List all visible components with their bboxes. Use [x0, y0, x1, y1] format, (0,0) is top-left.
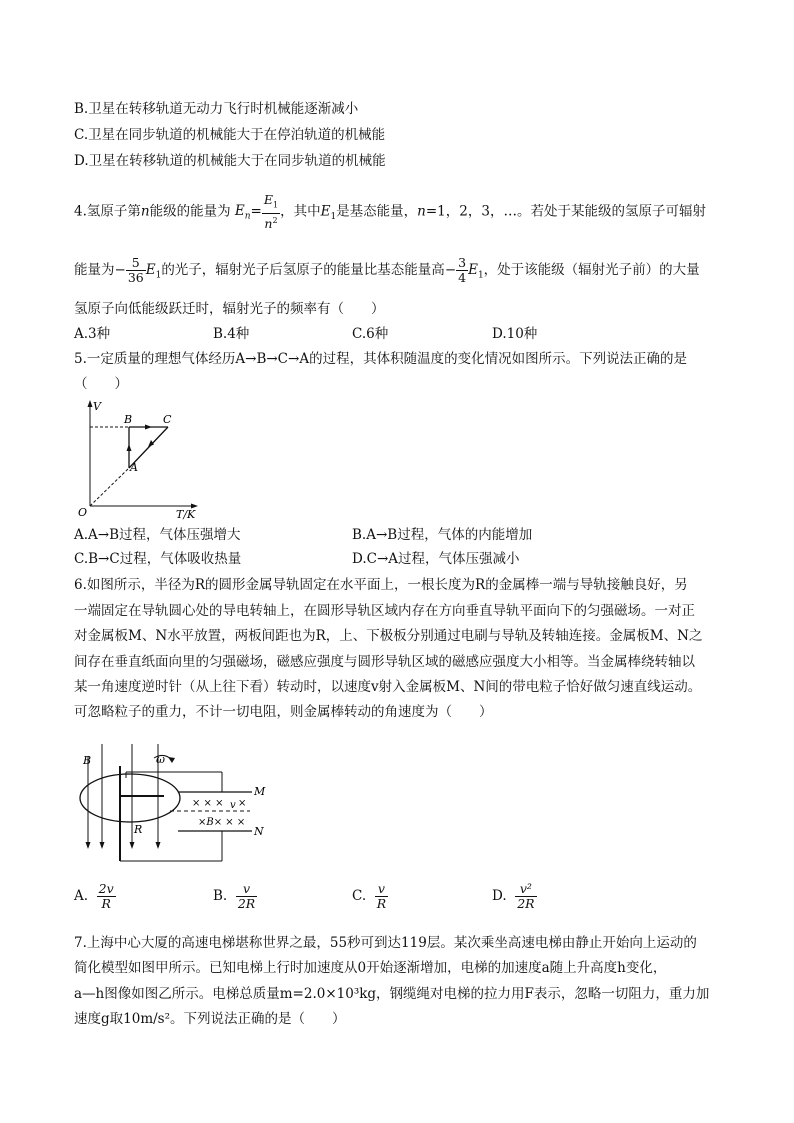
- omega-label: ω: [156, 753, 165, 766]
- field-cross-row-1: × × ×: [192, 798, 224, 809]
- q5-option-c: C.B→C过程，气体吸收热量: [74, 551, 242, 567]
- q6-option-d: D. $\frac{\text{v²}}{2R}$: [492, 881, 535, 911]
- q4-option-d: D.10种: [492, 326, 538, 342]
- q4-option-a: A.3种: [74, 326, 111, 342]
- q3-option-d: D.卫星在转移轨道的机械能大于在同步轨道的机械能: [74, 153, 386, 169]
- q7-line-4: 速度g取10m/s²。下列说法正确的是（ ）: [74, 1011, 346, 1027]
- point-a-label: A: [130, 461, 138, 474]
- q6-line-3: 对金属板M、N水平放置，两板间距也为R，上、下极板分别通过电刷与导轨及转轴连接。金属板M、N之: [74, 628, 703, 644]
- q6-line-5: 某一角速度逆时针（从上往下看）转动时，以速度v射入金属板M、N间的带电粒子恰好做匀速直线运动。: [74, 679, 702, 695]
- q3-option-c: C.卫星在同步轨道的机械能大于在停泊轨道的机械能: [74, 127, 386, 143]
- q5-option-b: B.A→B过程，气体的内能增加: [352, 527, 533, 543]
- origin-label: O: [78, 506, 88, 519]
- q5-stem-bracket: （ ）: [74, 376, 128, 392]
- point-c-label: C: [163, 413, 172, 426]
- q6-line-2: 一端固定在导轨圆心处的导电转轴上，在圆形导轨区域内存在方向垂直导轨平面向下的匀强磁场。一对正: [74, 603, 695, 619]
- velocity-label: v: [230, 800, 236, 811]
- q5-stem: 5.一定质量的理想气体经历A→B→C→A的过程，其体积随温度的变化情况如图所示。下列说法正确的是: [74, 351, 688, 367]
- q6-line-6: 可忽略粒子的重力，不计一切电阻，则金属棒转动的角速度为（ ）: [74, 704, 493, 720]
- rotating-rod-diagram: [72, 736, 282, 866]
- q4-line-3: 氢原子向低能级跃迁时，辐射光子的频率有（ ）: [74, 301, 385, 317]
- q6-option-c: C. $\frac{v}{R}$: [352, 881, 387, 911]
- q4-option-c: C.6种: [352, 326, 389, 342]
- q6-option-a: A. $\frac{2v}{R}$: [74, 881, 114, 911]
- field-cross-row-2: ×B× × ×: [198, 817, 246, 828]
- q5-option-a: A.A→B过程，气体压强增大: [74, 527, 241, 543]
- field-cross-row-1b: ×: [238, 798, 247, 809]
- v-t-diagram: [72, 396, 202, 522]
- radius-label: R: [134, 823, 143, 836]
- plate-m-label: M: [254, 785, 266, 798]
- q7-line-2: 简化模型如图甲所示。已知电梯上行时加速度从0开始逐渐增加，电梯的加速度a随上升高度h变化，: [74, 960, 667, 976]
- q3-option-b: B.卫星在转移轨道无动力飞行时机械能逐渐减小: [74, 101, 359, 117]
- q4-line-1: 4.氢原子第n能级的能量为 $E_n=$ $\frac{E_1}{n^2}$ ，其中$E_1$是基态能量，n=1，2，3，…。若处于某能级的氢原子可辐射: [74, 192, 706, 231]
- point-b-label: B: [124, 413, 133, 426]
- q4-option-b: B.4种: [213, 326, 250, 342]
- plate-n-label: N: [254, 825, 264, 838]
- q6-option-b: B. $\frac{v}{2R}$: [213, 881, 256, 911]
- q5-option-d: D.C→A过程，气体压强减小: [352, 551, 520, 567]
- q6-line-4: 间存在垂直纸面向里的匀强磁场，磁感应强度与圆形导轨区域的磁感应强度大小相等。当金属棒绕转轴以: [74, 654, 695, 670]
- q7-line-3: a—h图像如图乙所示。电梯总质量m=2.0×10³kg，钢缆绳对电梯的拉力用F表示，忽略一切阻力，重力加: [74, 986, 710, 1002]
- field-b-label: B: [83, 754, 92, 767]
- q7-line-1: 7.上海中心大厦的高速电梯堪称世界之最，55秒可到达119层。某次乘坐高速电梯由静止开始向上运动的: [74, 935, 697, 951]
- axis-v-label: V: [93, 400, 101, 413]
- q4-line-2: 能量为− $\frac{5}{36}$ $E_1$的光子，辐射光子后氢原子的能量比基态能量高− $\frac{3}{4}$ $E_1$，处于该能级（辐射光子前）的大量: [74, 255, 700, 285]
- q6-line-1: 6.如图所示，半径为R的圆形金属导轨固定在水平面上，一根长度为R的金属棒一端与导轨接触良好，另: [74, 577, 688, 593]
- axis-t-label: T/K: [176, 508, 196, 521]
